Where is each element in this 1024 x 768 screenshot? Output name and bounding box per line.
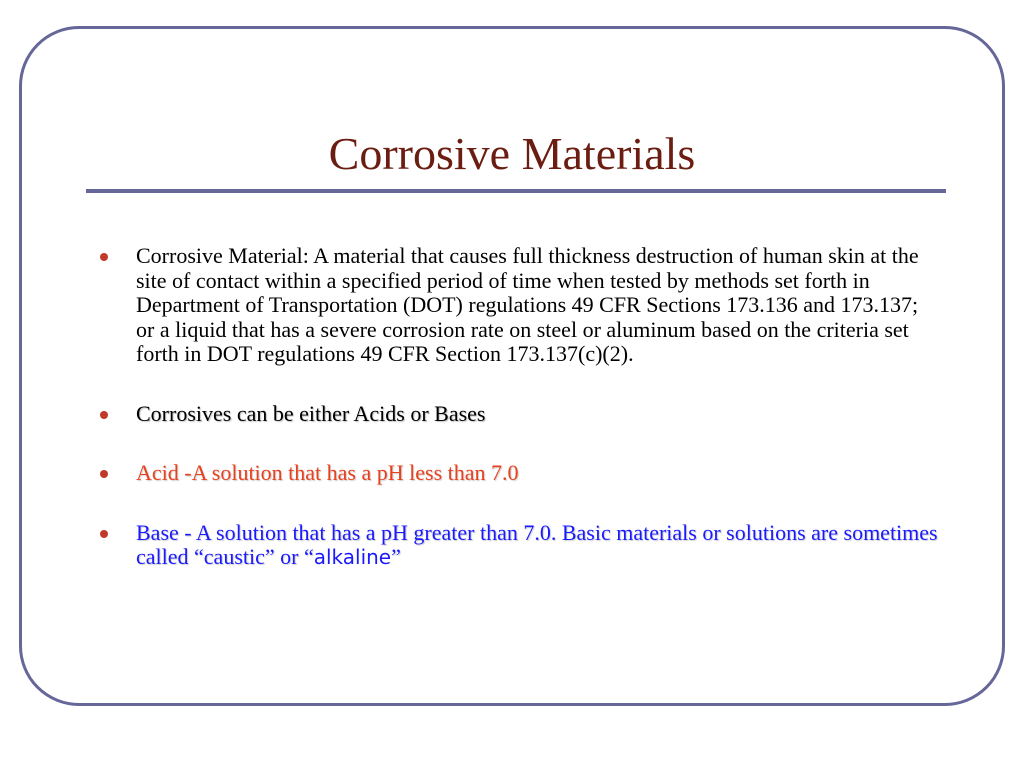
bullet-acids-or-bases (100, 402, 940, 427)
bullet-text: Acid -A solution that has a pH less than 7.0 (136, 460, 519, 485)
bullet-dot-icon (100, 530, 108, 538)
bullet-text: Corrosive Material: A material that causes full thickness destruction of human skin at the site of contact within a specified period of time when tested by methods set forth in Department of Transportation (DOT) regulations 49 CFR Sections 173.136 and 173.137; or a liquid that has a severe corrosion rate on steel or aluminum based on the criteria set forth in DOT regulations 49 CFR Section 173.137(c)(2). (136, 243, 919, 366)
bullet-dot-icon (100, 470, 108, 478)
title-divider (86, 189, 946, 193)
bullet-text-part3: ” (391, 544, 401, 569)
bullet-dot-icon (100, 253, 108, 261)
slide-title: Corrosive Materials (328, 128, 696, 179)
bullet-acid-definition (100, 461, 940, 486)
bullet-text-part1: Base - A solution that has a pH greater than 7.0. Basic materials or solutions are sometimes called “caustic” or “ (136, 519, 938, 569)
bullet-corrosive-definition (100, 244, 940, 367)
bullet-list (100, 244, 940, 570)
bullet-text: Corrosives can be either Acids or Bases (136, 400, 486, 426)
bullet-base-definition (100, 521, 940, 570)
bullet-dot-icon (100, 411, 108, 419)
bullet-text-alkaline: alkaline (313, 545, 392, 569)
